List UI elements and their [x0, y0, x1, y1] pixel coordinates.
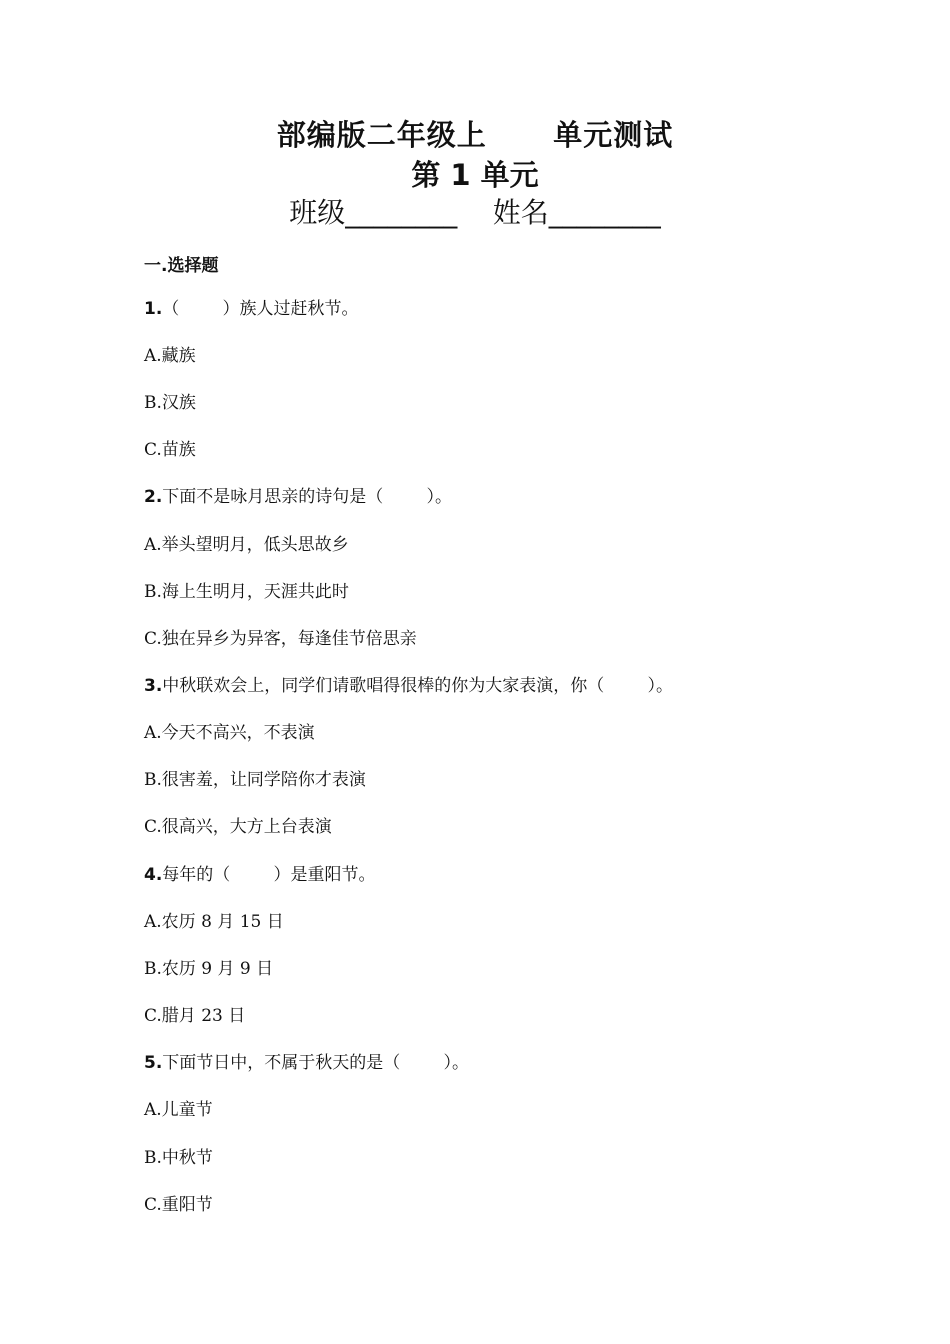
option-5a: A.儿童节 [144, 1100, 213, 1120]
question-2 [144, 486, 452, 508]
class-name-fields: 班级________ 姓名________ [289, 196, 661, 229]
question-number: 4. [144, 865, 163, 885]
unit-title: 第 1 单元 [411, 158, 539, 192]
question-text: 下面节日中，不属于秋天的是（ ）。 [162, 1053, 470, 1073]
section-heading: 一.选择题 [144, 256, 219, 276]
question-text: 中秋联欢会上，同学们请歌唱得很棒的你为大家表演，你（ ）。 [162, 676, 674, 696]
option-3a: A.今天不高兴，不表演 [144, 723, 315, 743]
option-4b: B.农历 9 月 9 日 [144, 959, 274, 979]
question-3 [144, 675, 673, 697]
question-text: 每年的（ ）是重阳节。 [162, 865, 376, 885]
question-text: 下面不是咏月思亲的诗句是（ ）。 [162, 487, 453, 507]
option-4c: C.腊月 23 日 [144, 1006, 246, 1026]
question-number: 3. [144, 676, 163, 696]
option-1a: A.藏族 [144, 346, 196, 366]
option-4a: A.农历 8 月 15 日 [144, 912, 284, 932]
option-3b: B.很害羞，让同学陪你才表演 [144, 770, 366, 790]
option-3c: C.很高兴，大方上台表演 [144, 817, 332, 837]
option-2b: B.海上生明月，天涯共此时 [144, 582, 349, 602]
option-2c: C.独在异乡为异客，每逢佳节倍思亲 [144, 629, 417, 649]
question-5 [144, 1052, 469, 1074]
option-1b: B.汉族 [144, 393, 196, 413]
question-4 [144, 864, 376, 886]
option-2a: A.举头望明月，低头思故乡 [144, 535, 349, 555]
question-text: （ ）族人过赶秋节。 [162, 299, 359, 319]
question-1 [144, 298, 359, 320]
question-number: 1. [144, 299, 163, 319]
option-5c: C.重阳节 [144, 1195, 213, 1215]
option-5b: B.中秋节 [144, 1148, 213, 1168]
option-1c: C.苗族 [144, 440, 196, 460]
question-number: 2. [144, 487, 163, 507]
question-number: 5. [144, 1053, 163, 1073]
exam-title: 部编版二年级上 单元测试 [276, 118, 674, 152]
